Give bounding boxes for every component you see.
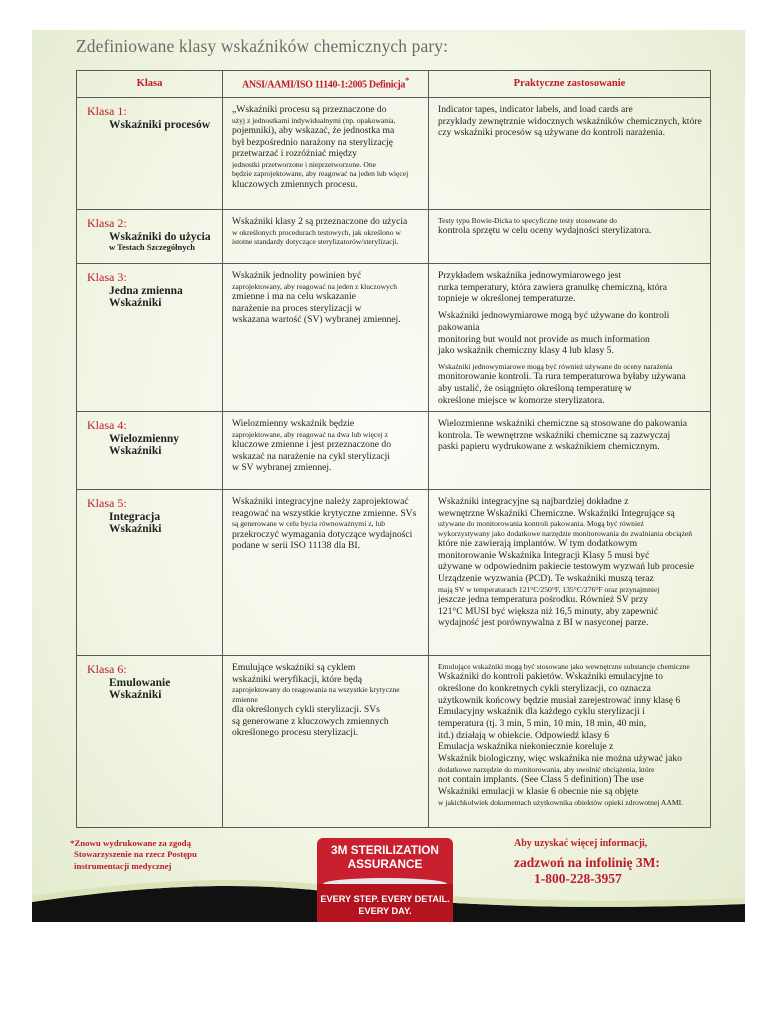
text-line: przykłady zewnętrznie widocznych wskaźników chemicznych, które <box>438 115 702 127</box>
class-number: Klasa 4: <box>87 418 127 432</box>
text-line: kontrola. Te wewnętrzne wskaźniki chemiczne są zazwyczaj <box>438 429 671 441</box>
text-line: Wskaźniki emulacji w klasie 6 obecnie nie są objęte <box>438 785 639 797</box>
text-line: 121°C MUSI być większa niż 16,5 minuty, aby zapewnić <box>438 605 659 617</box>
text-line: zaprojektowany, aby reagować na jeden z kluczowych <box>232 281 398 291</box>
text-line: jako wskaźnik chemiczny klasy 4 lub klasy 5. <box>438 345 614 357</box>
text-line: Wskaźniki do kontroli pakietów. Wskaźniki emulacyjne to <box>438 671 663 683</box>
class-number: Klasa 5: <box>87 496 127 510</box>
class-name: Wskaźniki <box>109 523 162 536</box>
text-line: zaprojektowane, aby reagować na dwa lub więcej z <box>232 429 389 439</box>
table-row <box>77 490 711 656</box>
text-line: kontrola sprzętu w celu oceny wydajności sterylizatora. <box>438 225 652 237</box>
usage-cell <box>429 98 711 210</box>
text-line: Emulujące wskaźniki mogą być stosowane jako wewnętrzne substancje chemiczne <box>438 662 690 671</box>
column-header-use: Praktyczne zastosowanie <box>429 71 711 98</box>
text-line: not contain implants. (See Class 5 definition) The use <box>438 774 644 786</box>
text-line: był bezpośrednio narażony na sterylizację <box>232 136 393 148</box>
class-number: Klasa 3: <box>87 270 127 284</box>
3m-sterilization-logo <box>317 838 453 922</box>
definition-cell <box>223 98 429 210</box>
text-line: będzie zaprojektowane, aby reagować na jeden lub więcej <box>232 169 409 179</box>
class-name: Wskaźniki do użycia <box>109 230 211 243</box>
logo-tagline: EVERY DAY. <box>358 905 412 916</box>
text-line: mają SV w temperaturach 121°C/250°F, 135°C/276°F oraz przynajmniej <box>438 584 660 594</box>
text-line: są generowane w celu bycia równoważnymi z, lub <box>232 519 386 529</box>
text-line: reagować na wszystkie krytyczne zmienne. SVs <box>232 507 417 519</box>
text-line: Wskaźnik biologiczny, więc wskaźnika nie można używać jako <box>438 753 682 765</box>
text-line: pojemniki), aby wskazać, że jednostka ma <box>232 124 395 136</box>
text-line: Emulujące wskaźniki są cyklem <box>232 662 356 673</box>
table-row <box>77 210 711 264</box>
text-line: podane w serii ISO 11138 dla BI. <box>232 540 360 552</box>
text-line: Wielozmienny wskaźnik będzie <box>232 418 355 429</box>
table-row <box>77 656 711 828</box>
text-line: Testy typu Bowie-Dicka to specyficzne testy stosowane do <box>438 216 617 225</box>
text-line: wykorzystywany jako dodatkowe narzędzie monitorowania do zwalniania obciążeń <box>438 528 693 538</box>
text-line: kluczowych zmiennych procesu. <box>232 178 358 190</box>
text-line: dla określonych cykli sterylizacji. SVs <box>232 703 380 715</box>
class-cell <box>77 210 223 264</box>
text-line: Wskaźniki integracyjne są najbardziej dokładne z <box>438 496 629 507</box>
text-line: przetwarzać i rozróżniać między <box>232 148 357 160</box>
text-line: w jakichkolwiek dokumentach użytkownika obiektów opieki zdrowotnej AAMI. <box>438 797 684 807</box>
phone-number: 1-800-228-3957 <box>534 871 622 886</box>
class-name: Wskaźniki <box>109 445 162 458</box>
text-line: przekroczyć wymagania dotyczące wydajności <box>232 528 413 540</box>
table-row <box>77 412 711 490</box>
text-line: wskazana wartość (SV) wybranej zmiennej. <box>232 314 401 326</box>
text-line: itd.) działają w obiekcie. Odpowiedź klasy 6 <box>438 729 610 741</box>
class-name-sub: w Testach Szczegółnych <box>109 242 195 253</box>
text-line: użyj z jednostkami indywidualnymi (np. opakowania, <box>232 115 396 125</box>
class-cell <box>77 656 223 828</box>
text-line: monitorowanie kontroli. Ta rura temperaturowa byłaby używana <box>438 371 686 383</box>
text-line: temperatura (tj. 3 min, 5 min, 10 min, 18 min, 40 min, <box>438 718 647 730</box>
text-line: Wskaźniki integracyjne należy zaprojektować <box>232 496 409 507</box>
document-page <box>32 30 745 922</box>
usage-cell <box>429 210 711 264</box>
text-line: istotne standardy dotyczące sterylizatorów/sterylizacji. <box>232 236 399 246</box>
usage-cell <box>429 264 711 412</box>
class-name: Wskaźniki <box>109 689 162 702</box>
usage-cell <box>429 412 711 490</box>
class-name: Integracja <box>109 510 161 523</box>
text-line: zmienne i ma na celu wskazanie <box>232 290 356 302</box>
class-name: Wielozmienny <box>109 432 180 445</box>
text-line: Wskaźniki jednowymiarowe mogą być używane do kontroli pakowania <box>438 310 670 333</box>
text-line: które nie zawierają implantów. W tym dodatkowym <box>438 537 638 549</box>
text-line: kluczowe zmienne i jest przeznaczone do <box>232 438 392 450</box>
footnote <box>70 838 197 872</box>
text-line: Wskaźnik jednolity powinien być <box>232 270 362 281</box>
logo-tagline: EVERY STEP. EVERY DETAIL. <box>320 894 450 904</box>
text-line: użytkownik końcowy będzie musiał zarejestrować inny klasę 6 <box>438 694 681 706</box>
table-row <box>77 264 711 412</box>
class-name: Emulowanie <box>109 676 171 689</box>
contact-line: Aby uzyskać więcej informacji, <box>514 838 648 849</box>
text-line: Indicator tapes, indicator labels, and load cards are <box>438 104 633 115</box>
footnote-line: Stowarzyszenie na rzecz Postępu <box>74 849 197 860</box>
text-line: Wskaźniki jednowymiarowe mogą być również używane do oceny narażenia <box>438 361 673 371</box>
text-line: określonego procesu sterylizacji. <box>232 727 359 739</box>
logo-line: 3M STERILIZATION <box>331 843 439 857</box>
text-line: wskaźniki weryfikacji, które będą <box>232 673 362 685</box>
text-line: „Wskaźniki procesu są przeznaczone do <box>232 104 387 115</box>
text-line: zaprojektowany do reagowania na wszystkie krytyczne zmienne <box>232 685 400 704</box>
contact-line: zadzwoń na infolinię 3M: <box>514 855 660 870</box>
text-line: topnieje w określonej temperaturze. <box>438 293 576 305</box>
definition-cell <box>223 656 429 828</box>
class-cell <box>77 264 223 412</box>
logo-line: ASSURANCE <box>347 856 423 871</box>
text-line: monitorowanie Wskaźnika Integracji Klasy 5 musi być <box>438 549 650 561</box>
class-number: Klasa 6: <box>87 662 127 676</box>
usage-cell <box>429 656 711 828</box>
contact-info <box>514 838 660 887</box>
definition-cell <box>223 412 429 490</box>
text-line: są generowane z kluczowych zmiennych <box>232 715 389 727</box>
text-line: dodatkowe narzędzie do monitorowania, aby uwolnić obciążenia, które <box>438 764 655 774</box>
usage-cell <box>429 490 711 656</box>
text-line: rurka temperatury, która zawiera granulkę chemiczną, która <box>438 281 667 293</box>
class-number: Klasa 1: <box>87 104 127 118</box>
definition-cell <box>223 264 429 412</box>
definition-cell <box>223 210 429 264</box>
text-line: wewnętrzne Wskaźniki Chemiczne. Wskaźniki Integrujące są <box>438 507 675 519</box>
text-line: Wskaźniki klasy 2 są przeznaczone do użycia <box>232 216 408 227</box>
footnote-line: *Znowu wydrukowane za zgodą <box>70 838 191 848</box>
text-line: używane do monitorowania kontroli pakowania. Mogą być również <box>438 519 644 529</box>
class-cell <box>77 490 223 656</box>
column-header-definition <box>223 71 429 98</box>
text-line: Przykładem wskaźnika jednowymiarowego jest <box>438 270 622 281</box>
text-line: paski papieru wydrukowane z wskaźnikiem chemicznym. <box>438 441 660 453</box>
class-cell <box>77 412 223 490</box>
class-name: Wskaźniki procesów <box>109 118 211 131</box>
definition-cell <box>223 490 429 656</box>
column-header-definition-asterisk: * <box>405 76 409 86</box>
class-name: Wskaźniki <box>109 297 162 310</box>
indicator-classes-table <box>76 70 711 828</box>
class-name: Jedna zmienna <box>109 284 183 297</box>
footnote-line: instrumentacji medycznej <box>74 860 172 871</box>
text-line: Emulacja wskaźnika niekoniecznie koreluje z <box>438 741 614 753</box>
text-line: wskazać na narażenie na cykl sterylizacji <box>232 450 390 462</box>
class-cell <box>77 98 223 210</box>
text-line: narażenie na proces sterylizacji w <box>232 302 362 314</box>
logo-bottom <box>317 884 453 922</box>
table-row <box>77 98 711 210</box>
text-line: w określonych procedurach testowych, jak określono w <box>232 227 401 237</box>
column-header-definition-text: ANSI/AAMI/ISO 11140-1:2005 Definicja <box>242 79 406 91</box>
class-number: Klasa 2: <box>87 216 127 230</box>
text-line: jeszcze jedna temperatura pośrodku. Również SV przy <box>438 593 649 605</box>
text-line: w SV wybranej zmiennej. <box>232 462 332 474</box>
page-title: Zdefiniowane klasy wskaźników chemicznych pary: <box>76 36 449 56</box>
text-line: monitoring but would not provide as much information <box>438 333 650 345</box>
text-line: Urządzenie wyzwania (PCD). Te wskaźniki muszą teraz <box>438 573 654 585</box>
text-line: jednostki przetworzone i nieprzetworzone. One <box>232 160 377 170</box>
text-line: wydajność jest porównywalna z BI w nasyconej parze. <box>438 617 649 629</box>
text-line: Wielozmienne wskaźniki chemiczne są stosowane do pakowania <box>438 418 687 429</box>
text-line: określone miejsce w komorze sterylizatora. <box>438 394 605 406</box>
text-line: czy wskaźniki procesów są używane do kontroli narażenia. <box>438 127 665 139</box>
text-line: używane w odpowiednim pakiecie testowym wyzwań lub procesie <box>438 561 695 573</box>
text-line: określone do konkretnych cykli sterylizacji, co oznacza <box>438 682 651 694</box>
text-line: aby ustalić, że osiągnięto określoną temperaturę w <box>438 382 632 394</box>
column-header-class: Klasa <box>77 71 223 98</box>
text-line: Emulacyjny wskaźnik dla każdego cyklu sterylizacji i <box>438 706 645 718</box>
